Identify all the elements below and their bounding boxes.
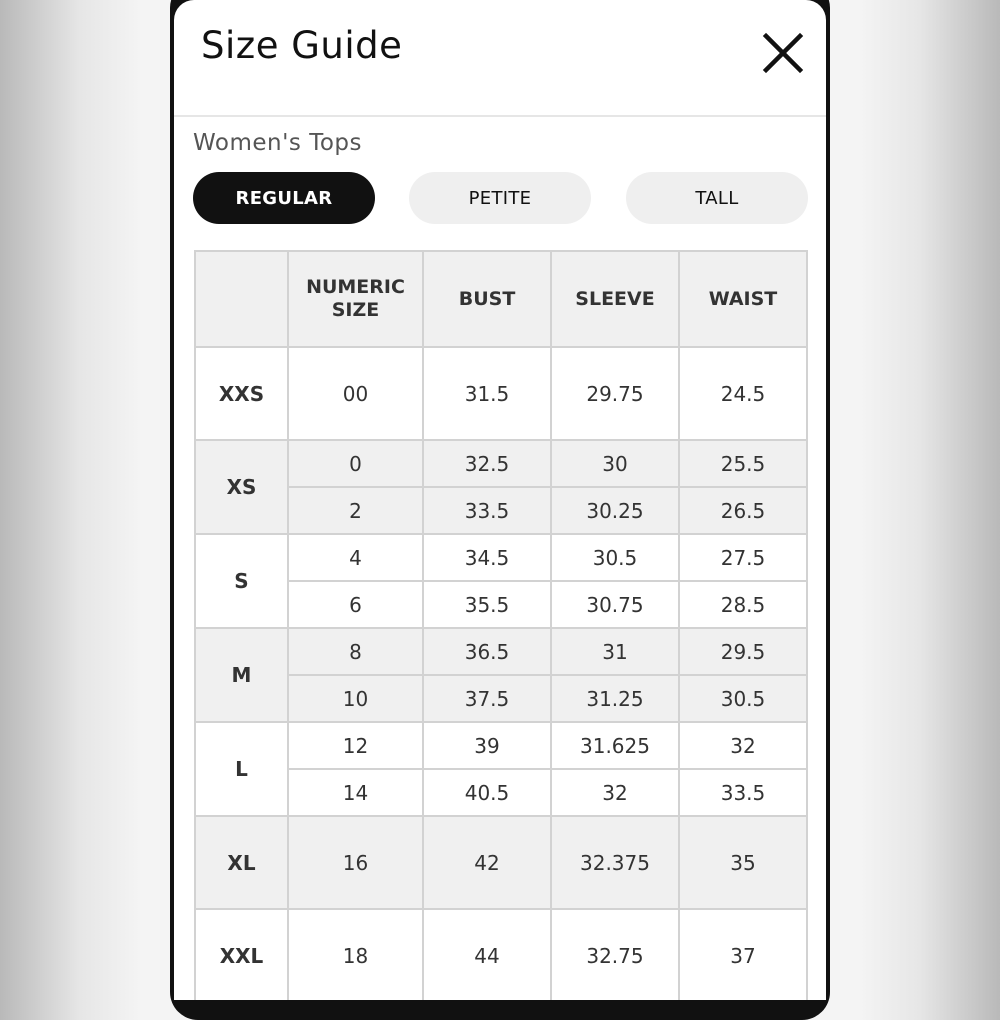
modal-title: Size Guide xyxy=(201,24,403,67)
bust-cell: 35.5 xyxy=(423,581,551,628)
table-row xyxy=(195,347,807,440)
bust-cell: 33.5 xyxy=(423,487,551,534)
fit-tabs xyxy=(193,172,807,224)
header-numeric-size-label: NUMERIC SIZE xyxy=(306,276,405,321)
table-row xyxy=(195,534,807,581)
numeric-size-cell: 16 xyxy=(288,816,423,909)
sleeve-cell: 30.25 xyxy=(551,487,679,534)
waist-cell: 35 xyxy=(679,816,807,909)
sleeve-cell: 30.75 xyxy=(551,581,679,628)
bust-cell: 34.5 xyxy=(423,534,551,581)
sleeve-cell: 31.625 xyxy=(551,722,679,769)
sleeve-cell: 32.75 xyxy=(551,909,679,1000)
tab-tall[interactable]: TALL xyxy=(626,172,808,224)
bust-cell: 40.5 xyxy=(423,769,551,816)
waist-cell: 24.5 xyxy=(679,347,807,440)
waist-cell: 30.5 xyxy=(679,675,807,722)
sleeve-cell: 29.75 xyxy=(551,347,679,440)
modal-header xyxy=(174,0,826,117)
numeric-size-cell: 00 xyxy=(288,347,423,440)
numeric-size-cell: 12 xyxy=(288,722,423,769)
bust-cell: 44 xyxy=(423,909,551,1000)
tab-regular[interactable]: REGULAR xyxy=(193,172,375,224)
bust-cell: 31.5 xyxy=(423,347,551,440)
bust-cell: 36.5 xyxy=(423,628,551,675)
size-label: XL xyxy=(195,816,288,909)
bust-cell: 37.5 xyxy=(423,675,551,722)
header-sleeve: SLEEVE xyxy=(551,251,679,347)
size-label: XXS xyxy=(195,347,288,440)
waist-cell: 27.5 xyxy=(679,534,807,581)
size-label: XS xyxy=(195,440,288,534)
sleeve-cell: 32 xyxy=(551,769,679,816)
waist-cell: 25.5 xyxy=(679,440,807,487)
close-icon xyxy=(760,30,806,76)
header-bust: BUST xyxy=(423,251,551,347)
tab-petite[interactable]: PETITE xyxy=(409,172,591,224)
table-row xyxy=(195,628,807,675)
waist-cell: 33.5 xyxy=(679,769,807,816)
waist-cell: 32 xyxy=(679,722,807,769)
size-label: XXL xyxy=(195,909,288,1000)
category-label: Women's Tops xyxy=(193,130,363,156)
waist-cell: 28.5 xyxy=(679,581,807,628)
size-guide-modal xyxy=(174,0,826,1000)
waist-cell: 37 xyxy=(679,909,807,1000)
table-row xyxy=(195,909,807,1000)
size-label: S xyxy=(195,534,288,628)
numeric-size-cell: 14 xyxy=(288,769,423,816)
table-row xyxy=(195,816,807,909)
header-size xyxy=(195,251,288,347)
table-row xyxy=(195,440,807,487)
header-numeric-size xyxy=(288,251,423,347)
numeric-size-cell: 2 xyxy=(288,487,423,534)
sleeve-cell: 30.5 xyxy=(551,534,679,581)
sleeve-cell: 32.375 xyxy=(551,816,679,909)
numeric-size-cell: 10 xyxy=(288,675,423,722)
bust-cell: 42 xyxy=(423,816,551,909)
header-waist: WAIST xyxy=(679,251,807,347)
waist-cell: 29.5 xyxy=(679,628,807,675)
numeric-size-cell: 18 xyxy=(288,909,423,1000)
waist-cell: 26.5 xyxy=(679,487,807,534)
size-label: L xyxy=(195,722,288,816)
numeric-size-cell: 4 xyxy=(288,534,423,581)
numeric-size-cell: 0 xyxy=(288,440,423,487)
numeric-size-cell: 8 xyxy=(288,628,423,675)
size-label: M xyxy=(195,628,288,722)
numeric-size-cell: 6 xyxy=(288,581,423,628)
bust-cell: 39 xyxy=(423,722,551,769)
size-table xyxy=(194,250,808,1000)
bust-cell: 32.5 xyxy=(423,440,551,487)
table-header-row xyxy=(195,251,807,347)
table-row xyxy=(195,722,807,769)
sleeve-cell: 30 xyxy=(551,440,679,487)
sleeve-cell: 31.25 xyxy=(551,675,679,722)
sleeve-cell: 31 xyxy=(551,628,679,675)
close-button[interactable] xyxy=(760,30,806,76)
